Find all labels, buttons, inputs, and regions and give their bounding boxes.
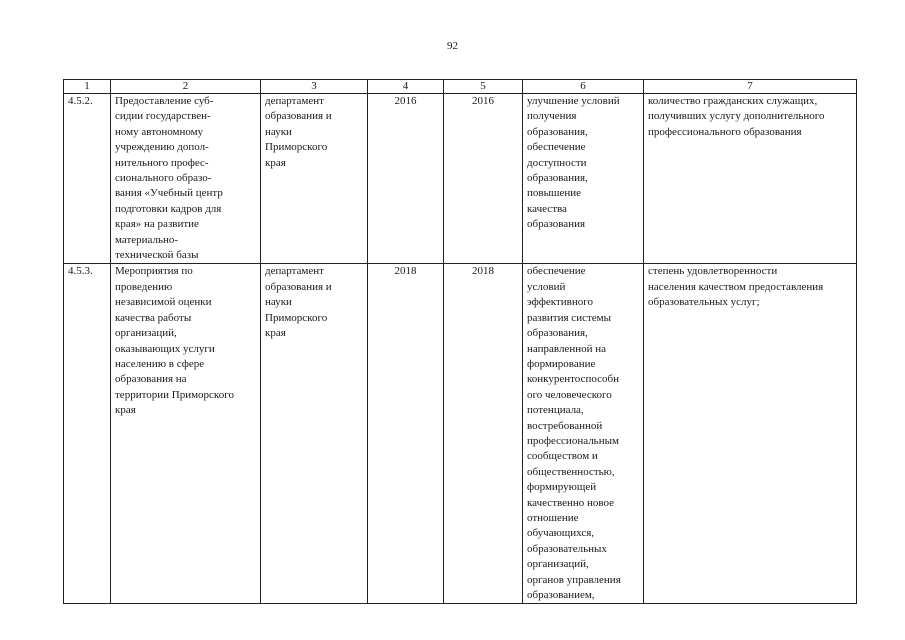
row-indicator: количество гражданских служащих, получивших услугу дополнительного профессионального образования [644,94,857,264]
col-header-1: 1 [64,80,111,94]
table-row [64,94,857,264]
row-start-year: 2016 [368,94,444,264]
col-header-4: 4 [368,80,444,94]
row-number: 4.5.2. [64,94,111,264]
col-header-5: 5 [444,80,523,94]
page-number: 92 [447,40,458,52]
row-responsible: департамент образования и науки Приморского края [261,94,368,264]
header-row [64,80,857,94]
col-header-6: 6 [523,80,644,94]
row-responsible: департамент образования и науки Приморского края [261,264,368,604]
row-end-year: 2016 [444,94,523,264]
program-table [63,79,857,604]
col-header-3: 3 [261,80,368,94]
row-indicator: степень удовлетворенности населения качеством предоставления образовательных услуг; [644,264,857,604]
col-header-7: 7 [644,80,857,94]
col-header-2: 2 [111,80,261,94]
row-description: Предоставление суб- сидии государствен- ному автономному учреждению допол- нительного профес- сионального образо- вания «Учебный центр подготовки кадров для края» на развитие материально- технической базы [111,94,261,264]
row-number: 4.5.3. [64,264,111,604]
row-result: обеспечение условий эффективного развития системы образования, направленной на формирование конкурентоспособн ого человеческого потенциала, востребованной профессиональным сообществом и общественностью, формирующей качественно новое отношение обучающихся, образовательных организаций, органов управления образованием, [523,264,644,604]
table-row [64,264,857,604]
row-end-year: 2018 [444,264,523,604]
row-start-year: 2018 [368,264,444,604]
row-description: Мероприятия по проведению независимой оценки качества работы организаций, оказывающих услуги населению в сфере образования на территории Приморского края [111,264,261,604]
row-result: улучшение условий получения образования, обеспечение доступности образования, повышение качества образования [523,94,644,264]
